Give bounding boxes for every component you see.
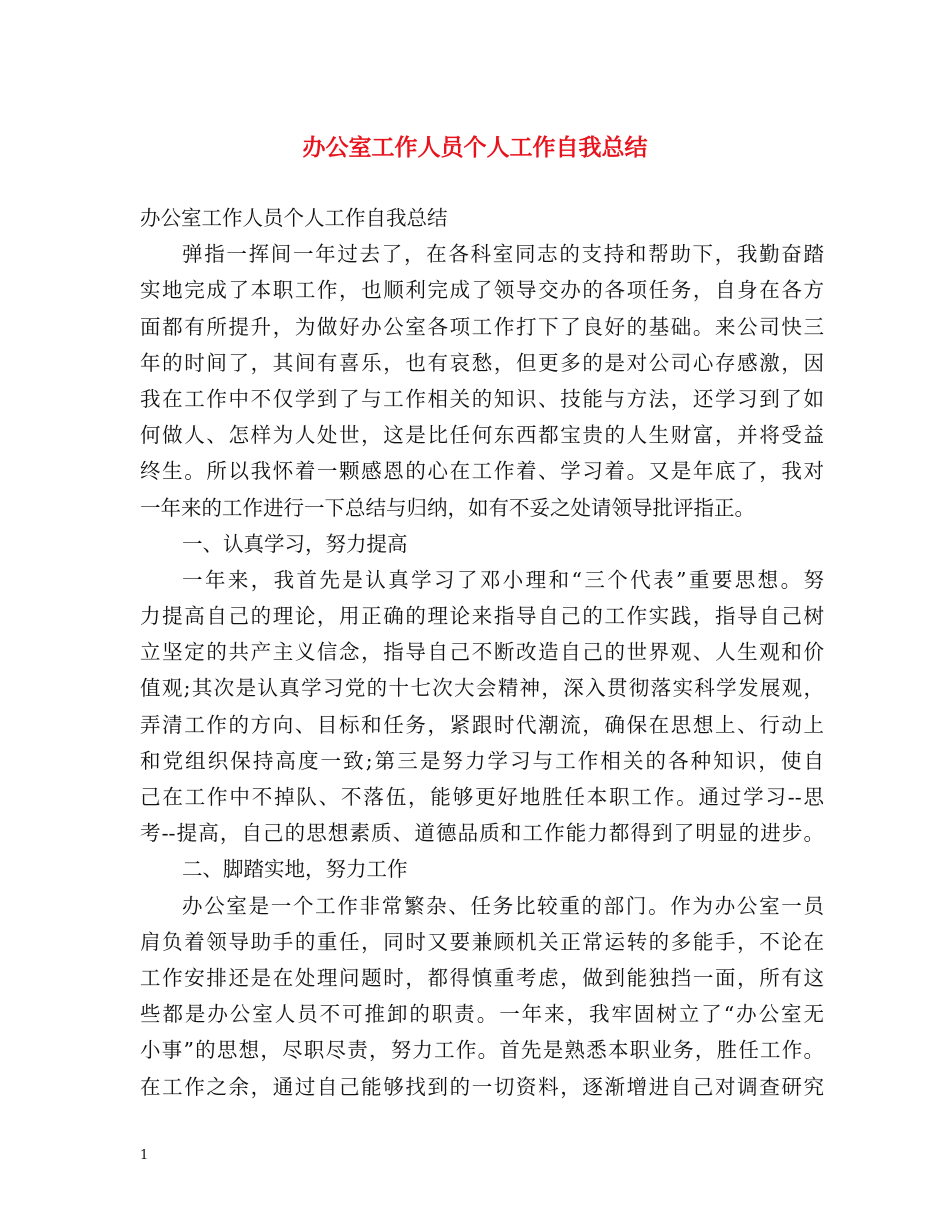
body-line: 己在工作中不掉队、不落伍，能够更好地胜任本职工作。通过学习--思 bbox=[140, 785, 824, 809]
body-line: 小事”的思想，尽职尽责，努力工作。首先是熟悉本职业务，胜任工作。 bbox=[140, 1038, 824, 1063]
section-heading-1: 一、认真学习，努力提高 bbox=[182, 531, 408, 556]
body-line: 何做人、怎样为人处世，这是比任何东西都宝贵的人生财富，并将受益 bbox=[140, 423, 824, 448]
body-line: 弄清工作的方向、目标和任务，紧跟时代潮流，确保在思想上、行动上 bbox=[140, 712, 824, 737]
body-line: 实地完成了本职工作，也顺利完成了领导交办的各项任务，自身在各方 bbox=[140, 278, 824, 303]
body-line: 工作安排还是在处理问题时，都得慎重考虑，做到能独挡一面，所有这 bbox=[140, 965, 824, 990]
body-line: 立坚定的共产主义信念，指导自己不断改造自己的世界观、人生观和价 bbox=[140, 640, 824, 665]
body-line: 年的时间了，其间有喜乐，也有哀愁，但更多的是对公司心存感激，因 bbox=[140, 350, 824, 375]
body-line: 一年来，我首先是认真学习了邓小理和“三个代表”重要思想。努 bbox=[182, 567, 824, 592]
body-line: 面都有所提升，为做好办公室各项工作打下了良好的基础。来公司快三 bbox=[140, 314, 824, 339]
body-line: 和党组织保持高度一致;第三是努力学习与工作相关的各种知识，使自 bbox=[140, 748, 824, 773]
body-line: 力提高自己的理论，用正确的理论来指导自己的工作实践，指导自己树 bbox=[140, 604, 824, 629]
body-line: 值观;其次是认真学习党的十七次大会精神，深入贯彻落实科学发展观， bbox=[140, 676, 824, 701]
body-line-subtitle: 办公室工作人员个人工作自我总结 bbox=[140, 206, 448, 230]
section-heading-2: 二、脚踏实地，努力工作 bbox=[182, 857, 408, 882]
body-line: 弹指一挥间一年过去了，在各科室同志的支持和帮助下，我勤奋踏 bbox=[182, 242, 824, 267]
document-body bbox=[140, 200, 824, 1105]
body-line: 我在工作中不仅学到了与工作相关的知识、技能与方法，还学习到了如 bbox=[140, 386, 824, 411]
document-title: 办公室工作人员个人工作自我总结 bbox=[302, 134, 648, 161]
body-line: 在工作之余，通过自己能够找到的一切资料，逐渐增进自己对调查研究 bbox=[140, 1074, 824, 1099]
body-line: 考--提高，自己的思想素质、道德品质和工作能力都得到了明显的进步。 bbox=[140, 821, 824, 846]
page-number: 1 bbox=[140, 1148, 149, 1163]
body-line: 一年来的工作进行一下总结与归纳，如有不妥之处请领导批评指正。 bbox=[140, 495, 755, 520]
body-line: 终生。所以我怀着一颗感恩的心在工作着、学习着。又是年底了，我对 bbox=[140, 459, 824, 484]
body-line: 肩负着领导助手的重任，同时又要兼顾机关正常运转的多能手，不论在 bbox=[140, 929, 824, 954]
body-line: 些都是办公室人员不可推卸的职责。一年来，我牢固树立了“办公室无 bbox=[140, 1002, 824, 1027]
body-line: 办公室是一个工作非常繁杂、任务比较重的部门。作为办公室一员 bbox=[182, 893, 824, 918]
